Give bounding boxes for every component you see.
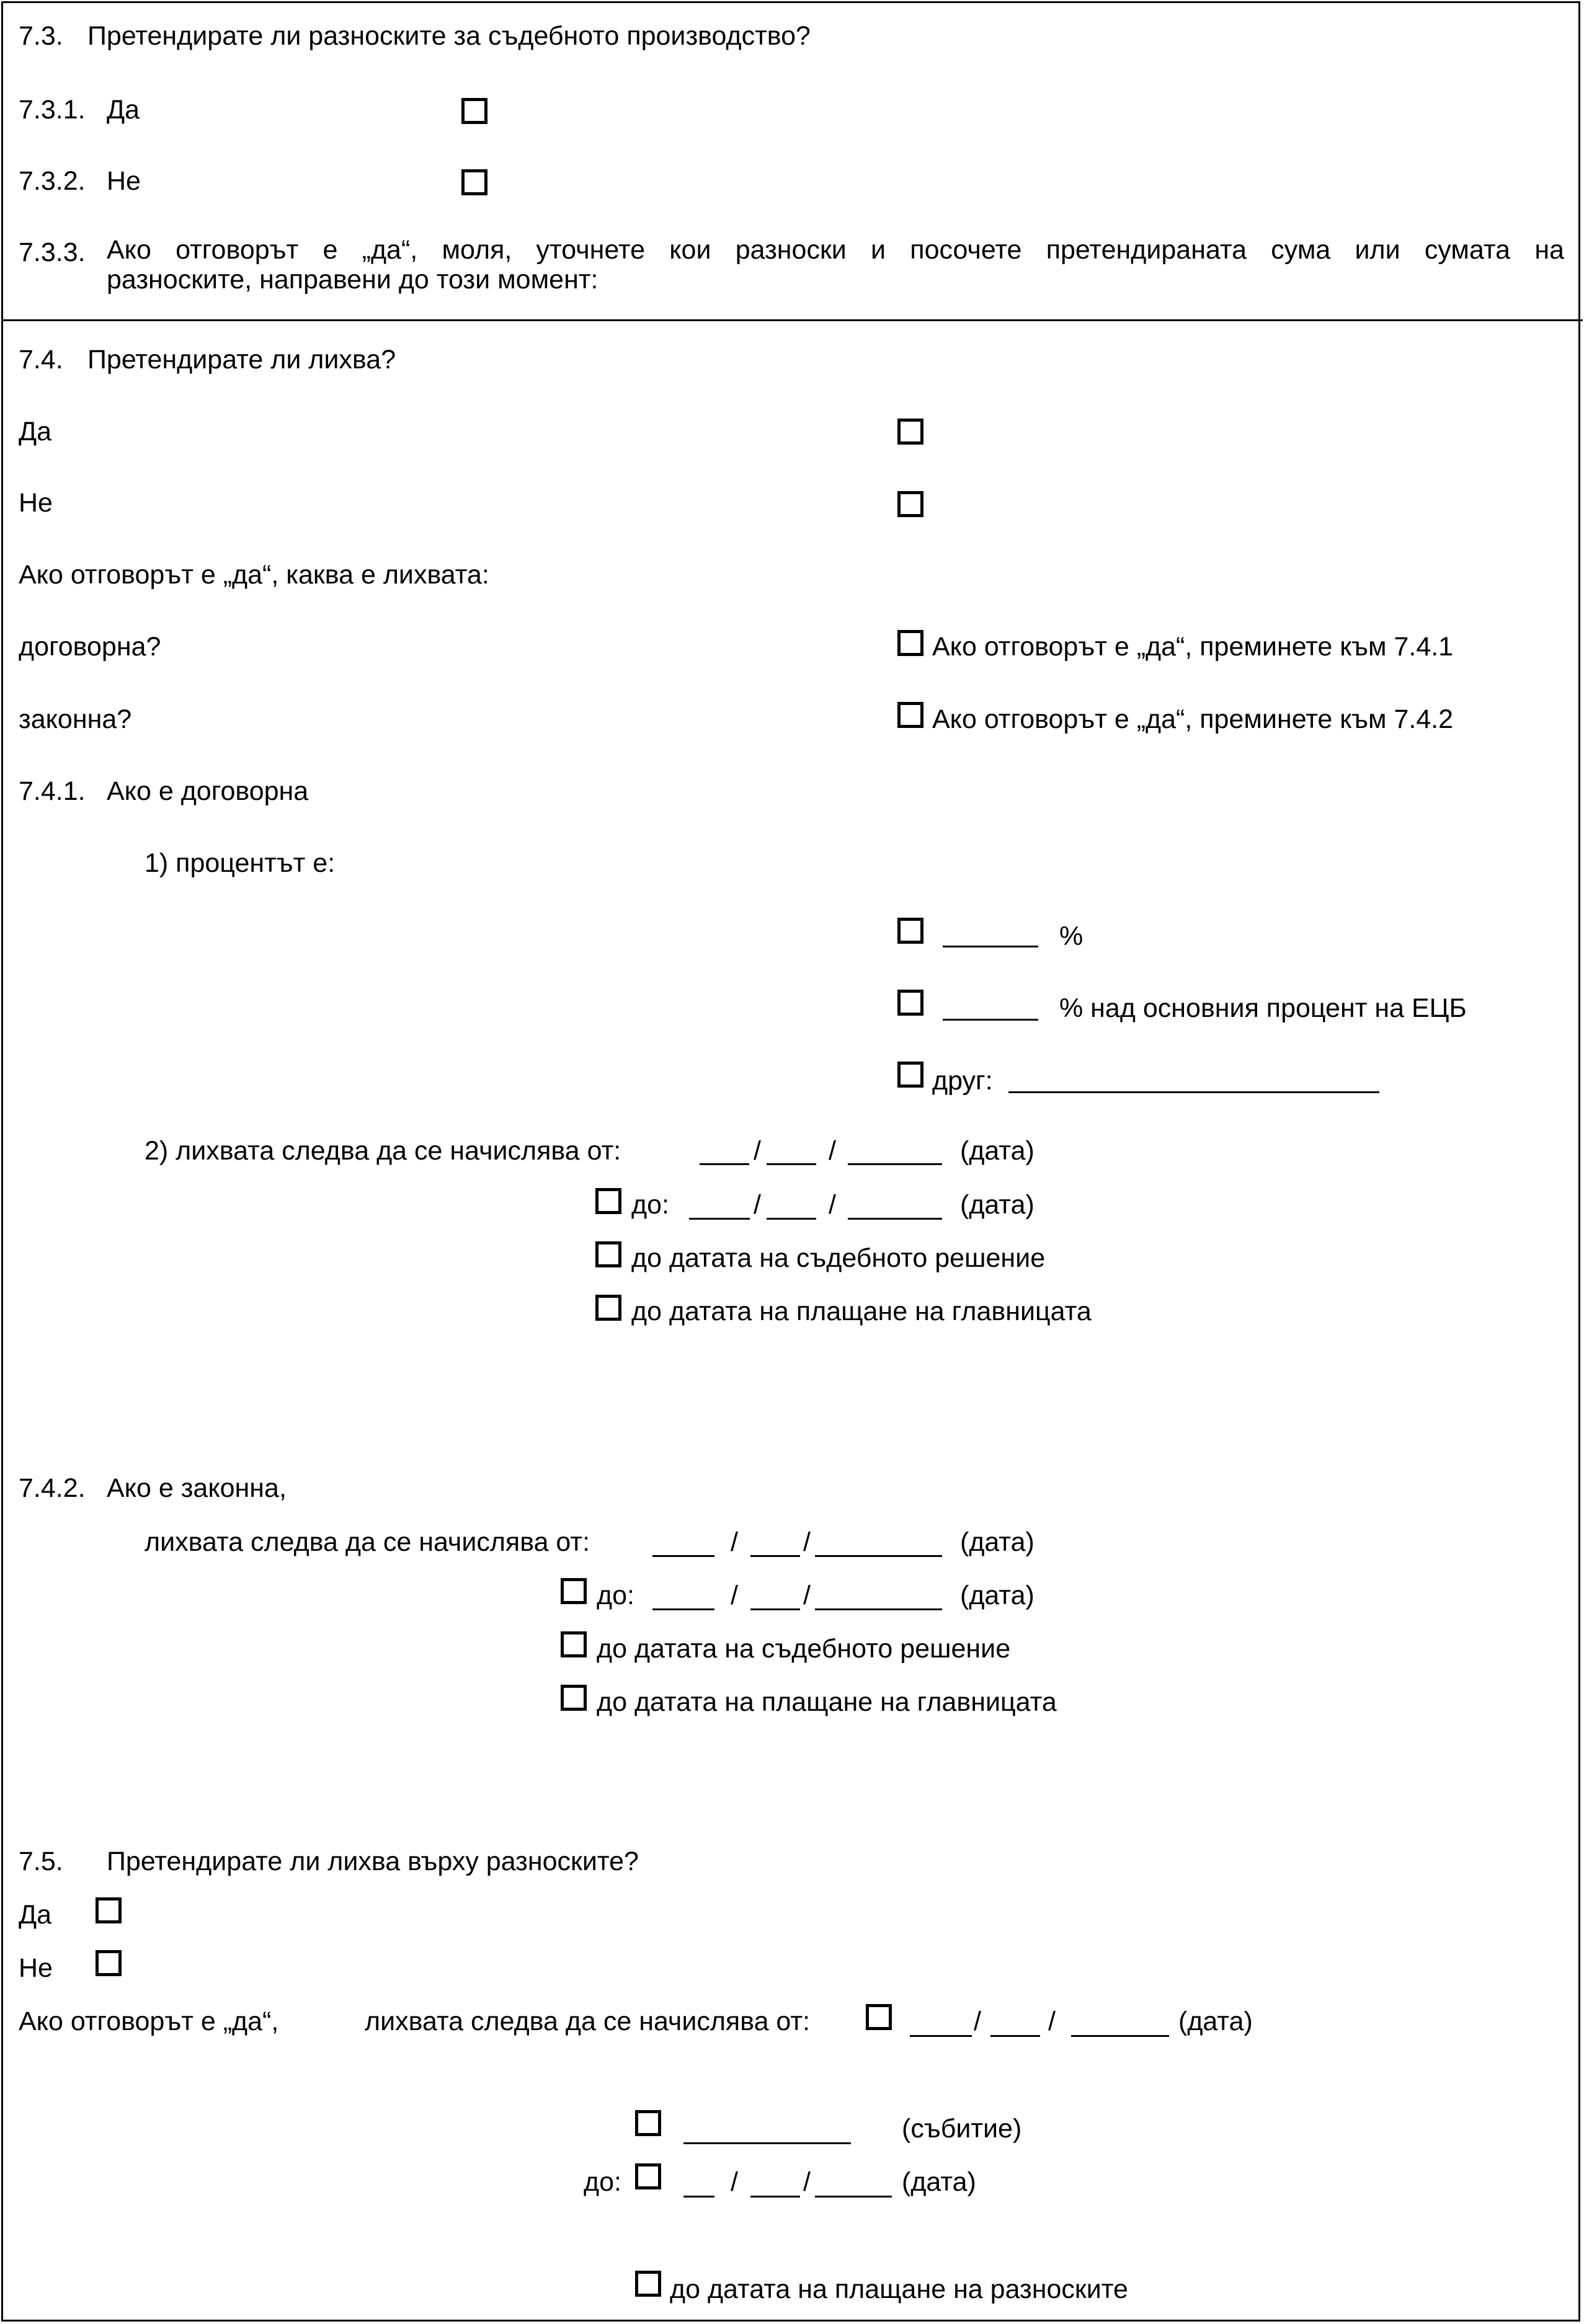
s75-from-slash2: / — [1048, 2007, 1056, 2036]
s742-payment-label: до датата на плащане на главницата — [597, 1687, 1057, 1717]
s75-if-yes: Ако отговорът е „да“, — [19, 2007, 279, 2036]
s742-judgment-label: до датата на съдебното решение — [597, 1634, 1011, 1664]
s74-no-checkbox[interactable] — [897, 491, 923, 517]
s742-from-slash1: / — [731, 1527, 738, 1557]
s74-contract-hint: Ако отговорът е „да“, преминете към 7.4.1 — [932, 632, 1454, 662]
s742-until-checkbox[interactable] — [561, 1578, 587, 1604]
section-divider — [1, 319, 1583, 321]
s75-yes-checkbox[interactable] — [96, 1897, 122, 1923]
s741-from-month[interactable] — [767, 1141, 816, 1165]
s741-until-day[interactable] — [689, 1195, 750, 1220]
s741-pct-blank[interactable] — [943, 923, 1038, 947]
s741-from-day[interactable] — [700, 1141, 749, 1165]
s741-judgment-label: до датата на съдебното решение — [631, 1243, 1046, 1273]
s741-ecb-checkbox[interactable] — [897, 990, 923, 1016]
s742-until-label: до: — [597, 1581, 634, 1610]
s75-question: Претендирате ли лихва върху разноските? — [107, 1847, 639, 1876]
s741-until-date-word: (дата) — [960, 1190, 1034, 1220]
s742-until-month[interactable] — [750, 1586, 800, 1610]
s74-contract-label: договорна? — [19, 632, 161, 662]
s74-question: Претендирате ли лихва? — [87, 345, 396, 375]
s741-other-checkbox[interactable] — [897, 1062, 923, 1088]
s741-until-year[interactable] — [848, 1195, 942, 1220]
s75-from-label: лихвата следва да се начислява от: — [365, 2007, 811, 2036]
s742-from-day[interactable] — [652, 1533, 714, 1557]
s741-ecb-label: % над основния процент на ЕЦБ — [1059, 993, 1467, 1023]
s741-other-blank[interactable] — [1008, 1069, 1379, 1093]
s74-number: 7.4. — [19, 345, 63, 375]
s75-no-label: Не — [19, 1953, 53, 1983]
s741-ecb-blank[interactable] — [943, 996, 1038, 1021]
s741-p1-label: 1) процентът е: — [145, 848, 336, 878]
s75-until-slash2: / — [803, 2167, 811, 2197]
s741-until-month[interactable] — [767, 1195, 816, 1220]
s741-pct-checkbox[interactable] — [897, 918, 923, 944]
s74-statutory-label: законна? — [19, 704, 132, 734]
s742-from-month[interactable] — [750, 1533, 800, 1557]
s75-no-checkbox[interactable] — [96, 1950, 122, 1976]
s74-yes-label: Да — [19, 417, 52, 446]
s742-until-day[interactable] — [652, 1586, 714, 1610]
s742-until-year[interactable] — [815, 1586, 942, 1610]
s733-number: 7.3.3. — [19, 237, 86, 267]
s741-payment-label: до датата на плащане на главницата — [631, 1297, 1092, 1326]
s73-number: 7.3. — [19, 21, 63, 51]
s741-from-slash2: / — [829, 1136, 836, 1166]
s742-until-slash2: / — [803, 1581, 811, 1610]
s75-until-date-word: (дата) — [902, 2167, 976, 2197]
s741-from-date-word: (дата) — [960, 1136, 1034, 1166]
s74-contract-checkbox[interactable] — [897, 630, 923, 656]
s75-from-year[interactable] — [1071, 2013, 1169, 2037]
s74-statutory-checkbox[interactable] — [897, 702, 923, 728]
s742-title: Ако е законна, — [107, 1473, 287, 1503]
s741-p2-label: 2) лихвата следва да се начислява от: — [145, 1136, 621, 1166]
s75-until-month[interactable] — [750, 2173, 800, 2198]
s733-text-line2: разноските, направени до този момент: — [107, 265, 598, 295]
s75-until-year[interactable] — [815, 2173, 892, 2198]
s75-number: 7.5. — [19, 1847, 63, 1876]
s75-from-month[interactable] — [990, 2013, 1040, 2037]
s75-event-word: (събитие) — [902, 2114, 1022, 2144]
s75-event-blank[interactable] — [683, 2120, 851, 2144]
s733-text-line1: Ако отговорът е „да“, моля, уточнете кои разноски и посочете претендираната сума или сумата на — [107, 235, 1564, 265]
s74-statutory-hint: Ако отговорът е „да“, преминете към 7.4.2 — [932, 704, 1454, 734]
s75-payment-costs-checkbox[interactable] — [635, 2271, 661, 2297]
s741-until-slash2: / — [829, 1190, 836, 1220]
s742-from-date-word: (дата) — [960, 1527, 1034, 1557]
s75-payment-costs-label: до датата на плащане на разноските — [670, 2274, 1128, 2304]
s75-event-checkbox[interactable] — [635, 2110, 661, 2136]
s75-until-slash1: / — [731, 2167, 738, 2197]
s741-until-label: до: — [631, 1190, 669, 1220]
s742-from-label: лихвата следва да се начислява от: — [145, 1527, 590, 1557]
s731-label: Да — [107, 95, 140, 125]
s74-no-label: Не — [19, 488, 53, 518]
s75-from-date-word: (дата) — [1178, 2007, 1253, 2036]
s741-payment-checkbox[interactable] — [595, 1295, 621, 1321]
s731-number: 7.3.1. — [19, 95, 86, 125]
s742-payment-checkbox[interactable] — [561, 1685, 587, 1711]
s732-number: 7.3.2. — [19, 166, 86, 196]
s731-checkbox[interactable] — [461, 98, 487, 124]
s73-question: Претендирате ли разноските за съдебното производство? — [87, 21, 811, 51]
s74-yes-checkbox[interactable] — [897, 419, 923, 445]
s732-label: Не — [107, 166, 141, 196]
s75-until-day[interactable] — [683, 2173, 714, 2198]
s75-from-checkbox[interactable] — [866, 2004, 892, 2030]
s741-title: Ако е договорна — [107, 776, 309, 806]
s75-until-label: до: — [584, 2167, 621, 2197]
s741-until-checkbox[interactable] — [595, 1188, 621, 1214]
s742-until-slash1: / — [731, 1581, 738, 1610]
s741-from-slash1: / — [754, 1136, 761, 1166]
s741-judgment-checkbox[interactable] — [595, 1241, 621, 1267]
s75-until-checkbox[interactable] — [635, 2163, 661, 2189]
s74-kind-question: Ако отговорът е „да“, каква е лихвата: — [19, 560, 489, 590]
s75-from-slash1: / — [974, 2007, 981, 2036]
s741-from-year[interactable] — [848, 1141, 942, 1165]
s742-judgment-checkbox[interactable] — [561, 1631, 587, 1657]
s75-yes-label: Да — [19, 1900, 52, 1930]
s75-from-day[interactable] — [910, 2013, 972, 2037]
s741-until-slash1: / — [754, 1190, 761, 1220]
s742-number: 7.4.2. — [19, 1473, 86, 1503]
s742-from-slash2: / — [803, 1527, 811, 1557]
s741-number: 7.4.1. — [19, 776, 86, 806]
s741-other-label: друг: — [932, 1066, 993, 1096]
s742-until-date-word: (дата) — [960, 1581, 1034, 1610]
s741-pct-sign: % — [1059, 921, 1083, 951]
s742-from-year[interactable] — [815, 1533, 942, 1557]
s732-checkbox[interactable] — [461, 169, 487, 195]
